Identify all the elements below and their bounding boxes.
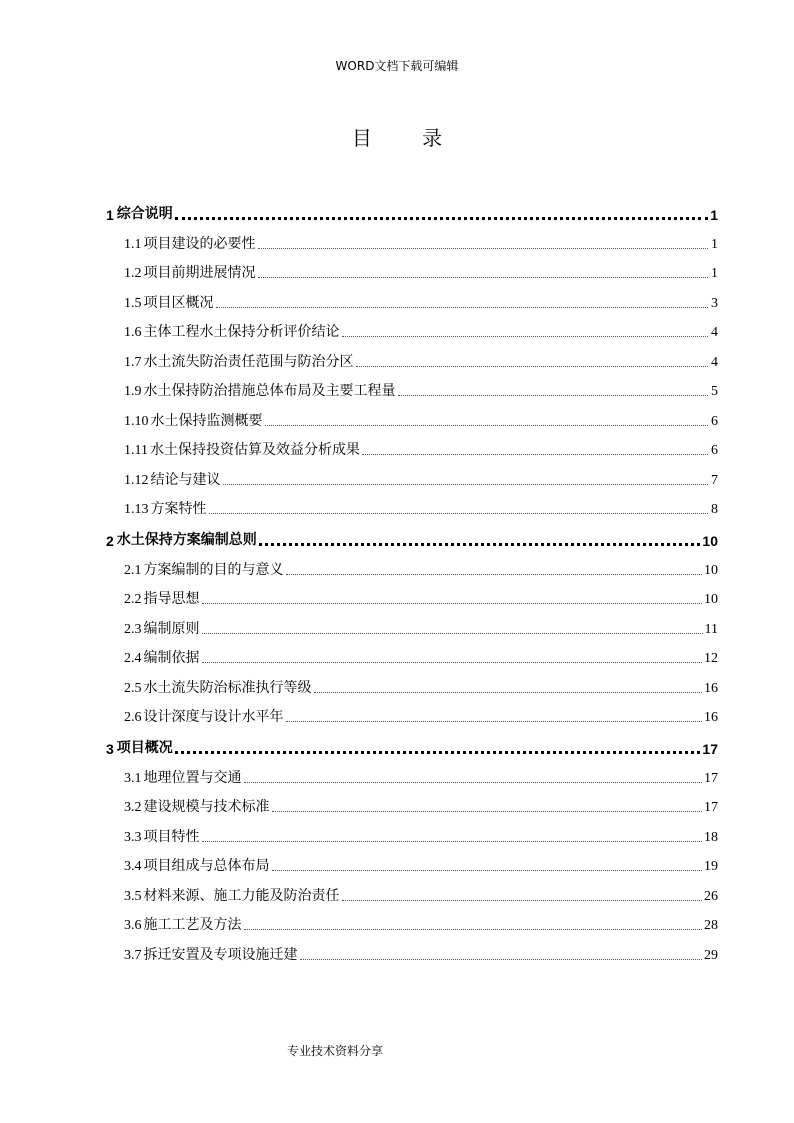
toc-section-entry[interactable]: [106, 934, 718, 964]
toc-page-number: 10: [704, 592, 718, 607]
toc-dot-leader: [362, 453, 708, 455]
toc-entry-number: 1.7: [124, 354, 142, 370]
toc-entry-number: 2.6: [124, 710, 142, 725]
table-of-contents: [106, 192, 718, 964]
toc-page-number: 10: [702, 533, 718, 549]
toc-section-entry[interactable]: [106, 312, 718, 342]
toc-entry-number: 1.12: [124, 472, 149, 488]
toc-page-number: 17: [704, 770, 718, 786]
toc-section-entry[interactable]: [106, 400, 718, 430]
toc-dot-leader: [209, 512, 709, 514]
toc-entry-title: 编制依据: [143, 650, 200, 666]
toc-entry-title: 项目特性: [143, 828, 200, 845]
toc-entry-title: 方案编制的目的与意义: [143, 561, 284, 578]
toc-section-entry[interactable]: [106, 579, 718, 609]
toc-page-number: 16: [704, 680, 718, 696]
toc-dot-leader: [342, 899, 703, 901]
toc-dot-leader: [175, 216, 708, 220]
toc-dot-leader: [300, 958, 703, 960]
toc-dot-leader: [202, 840, 703, 842]
toc-entry-number: 2.3: [124, 621, 142, 637]
toc-entry-title: 项目区概况: [143, 294, 214, 311]
toc-entry-title: 编制原则: [143, 620, 200, 637]
toc-page-number: 17: [704, 800, 718, 815]
toc-section-entry[interactable]: [106, 459, 718, 489]
toc-section-entry[interactable]: [106, 697, 718, 727]
toc-page-number: 12: [704, 651, 718, 666]
toc-entry-number: 3.2: [124, 800, 142, 815]
toc-page-number: 4: [711, 354, 718, 370]
toc-page-number: 3: [711, 295, 718, 311]
toc-section-entry[interactable]: [106, 371, 718, 401]
toc-section-entry[interactable]: [106, 430, 718, 460]
toc-entry-number: 3.1: [124, 770, 142, 786]
toc-entry-title: 水土保持方案编制总则: [116, 532, 257, 548]
toc-entry-number: 3.6: [124, 918, 142, 933]
toc-entry-title: 方案特性: [150, 501, 207, 517]
toc-entry-number: 2: [106, 533, 114, 549]
toc-entry-title: 地理位置与交通: [143, 769, 242, 786]
toc-dot-leader: [342, 335, 709, 337]
toc-entry-number: 1.6: [124, 325, 142, 340]
toc-entry-title: 项目前期进展情况: [143, 265, 256, 281]
toc-entry-number: 3.4: [124, 859, 142, 874]
toc-dot-leader: [286, 720, 703, 722]
toc-entry-title: 主体工程水土保持分析评价结论: [143, 324, 340, 340]
toc-entry-title: 综合说明: [116, 206, 173, 222]
toc-page-number: 6: [711, 413, 718, 429]
toc-dot-leader: [398, 394, 709, 396]
toc-entry-number: 1.5: [124, 295, 142, 311]
toc-entry-title: 水土保持防治措施总体布局及主要工程量: [143, 383, 396, 399]
toc-entry-title: 结论与建议: [150, 471, 221, 488]
toc-page-number: 28: [704, 918, 718, 933]
toc-section-entry[interactable]: [106, 905, 718, 935]
toc-dot-leader: [272, 869, 703, 871]
toc-entry-number: 2.5: [124, 680, 142, 696]
toc-dot-leader: [216, 306, 709, 308]
toc-entry-number: 1.9: [124, 384, 142, 399]
toc-entry-number: 2.1: [124, 562, 142, 578]
toc-entry-title: 水土保持投资估算及效益分析成果: [149, 442, 360, 458]
toc-entry-number: 3.5: [124, 888, 142, 904]
toc-page-number: 5: [711, 384, 718, 399]
toc-section-entry[interactable]: [106, 667, 718, 697]
toc-dot-leader: [356, 365, 709, 367]
toc-entry-title: 项目建设的必要性: [143, 235, 256, 252]
toc-entry-number: 1.2: [124, 266, 142, 281]
page-footer: 专业技术资料分享: [286, 1044, 383, 1058]
toc-page-number: 8: [711, 502, 718, 517]
page-title: 目 录: [351, 126, 465, 150]
toc-entry-number: 1: [106, 207, 114, 223]
toc-dot-leader: [258, 247, 709, 249]
toc-dot-leader: [175, 750, 701, 754]
toc-section-entry[interactable]: [106, 549, 718, 579]
toc-page-number: 1: [711, 236, 718, 252]
toc-page-number: 7: [711, 472, 718, 488]
toc-page-number: 19: [704, 859, 718, 874]
toc-entry-number: 1.11: [124, 443, 148, 458]
toc-entry-title: 项目组成与总体布局: [143, 858, 270, 874]
toc-dot-leader: [272, 810, 703, 812]
toc-dot-leader: [202, 632, 703, 634]
toc-section-entry[interactable]: [106, 282, 718, 312]
toc-page-number: 1: [710, 207, 718, 223]
toc-page-number: 16: [704, 710, 718, 725]
toc-entry-title: 设计深度与设计水平年: [143, 709, 284, 725]
toc-dot-leader: [258, 276, 709, 278]
toc-dot-leader: [244, 928, 703, 930]
toc-chapter-entry[interactable]: [106, 726, 718, 757]
toc-entry-title: 水土流失防治责任范围与防治分区: [143, 353, 354, 370]
toc-dot-leader: [202, 602, 703, 604]
toc-page-number: 11: [704, 621, 718, 637]
toc-section-entry[interactable]: [106, 223, 718, 253]
toc-page-number: 4: [711, 325, 718, 340]
toc-section-entry[interactable]: [106, 846, 718, 876]
toc-dot-leader: [314, 691, 703, 693]
toc-page-number: 6: [711, 443, 718, 458]
toc-entry-title: 建设规模与技术标准: [143, 799, 270, 815]
toc-page-number: 17: [702, 741, 718, 757]
toc-entry-title: 施工工艺及方法: [143, 917, 242, 933]
toc-entry-number: 3.7: [124, 947, 142, 963]
toc-entry-title: 水土保持监测概要: [150, 412, 263, 429]
page-header: WORD文档下载可编辑: [335, 59, 459, 73]
toc-section-entry[interactable]: [106, 608, 718, 638]
toc-dot-leader: [286, 573, 703, 575]
toc-page-number: 18: [704, 829, 718, 845]
toc-dot-leader: [259, 542, 701, 546]
toc-page-number: 26: [704, 888, 718, 904]
toc-page-number: 1: [711, 266, 718, 281]
toc-dot-leader: [265, 424, 709, 426]
toc-entry-number: 2.2: [124, 592, 142, 607]
toc-page-number: 29: [704, 947, 718, 963]
toc-entry-number: 3.3: [124, 829, 142, 845]
toc-section-entry[interactable]: [106, 875, 718, 905]
toc-dot-leader: [244, 781, 703, 783]
toc-section-entry[interactable]: [106, 816, 718, 846]
toc-entry-title: 项目概况: [116, 740, 173, 756]
toc-entry-title: 水土流失防治标准执行等级: [143, 679, 312, 696]
toc-chapter-entry[interactable]: [106, 518, 718, 549]
toc-entry-number: 3: [106, 741, 114, 757]
toc-section-entry[interactable]: [106, 757, 718, 787]
toc-dot-leader: [223, 483, 709, 485]
toc-entry-number: 1.13: [124, 502, 149, 517]
toc-section-entry[interactable]: [106, 489, 718, 519]
toc-entry-title: 材料来源、施工力能及防治责任: [143, 887, 340, 904]
toc-section-entry[interactable]: [106, 638, 718, 668]
toc-entry-number: 2.4: [124, 651, 142, 666]
toc-section-entry[interactable]: [106, 253, 718, 283]
toc-page-number: 10: [704, 562, 718, 578]
toc-section-entry[interactable]: [106, 787, 718, 817]
toc-entry-number: 1.10: [124, 413, 149, 429]
toc-dot-leader: [202, 661, 703, 663]
toc-chapter-entry[interactable]: [106, 192, 718, 223]
toc-entry-number: 1.1: [124, 236, 142, 252]
toc-section-entry[interactable]: [106, 341, 718, 371]
toc-entry-title: 指导思想: [143, 591, 200, 607]
toc-entry-title: 拆迁安置及专项设施迁建: [143, 946, 298, 963]
